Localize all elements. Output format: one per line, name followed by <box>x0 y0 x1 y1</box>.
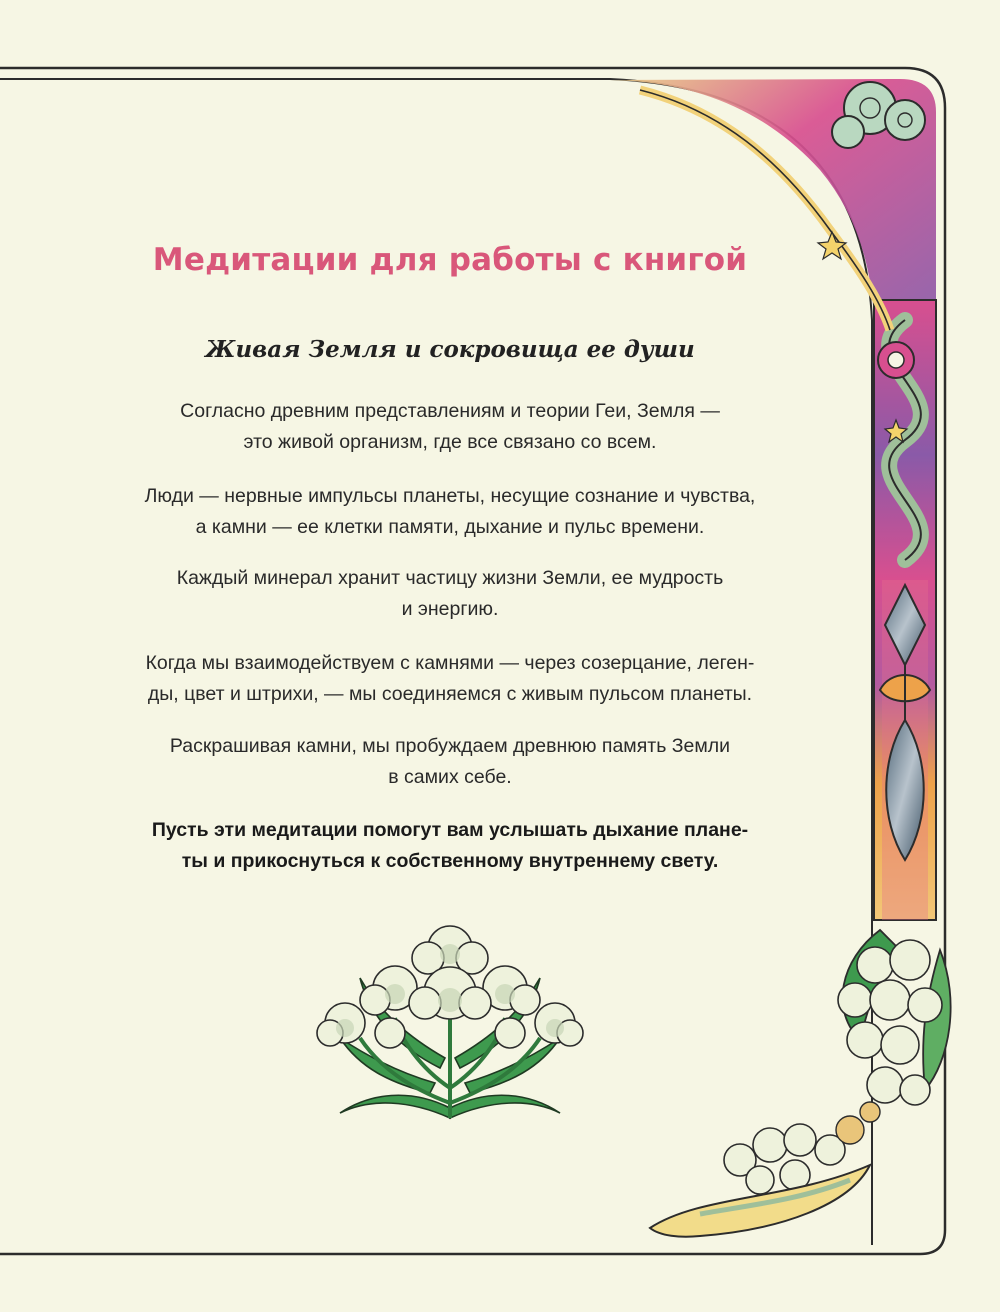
page-title: Медитации для работы с книгой <box>152 242 748 278</box>
white-flower-bouquet <box>300 918 600 1128</box>
paragraph: Раскрашивая камни, мы пробуждаем древнюю память Земли в самих себе. <box>169 735 731 788</box>
paragraph: Люди — нервные импульсы планеты, несущие сознание и чувства, а камни — ее клетки памяти, дыхание и пульс времени. <box>144 485 756 538</box>
paragraph: Согласно древним представлениям и теории Геи, Земля — это живой организм, где все связано со всем. <box>180 400 720 453</box>
page-subtitle: Живая Земля и сокровища ее души <box>205 336 695 363</box>
closing-paragraph: Пусть эти медитации помогут вам услышать дыхание плане- ты и прикоснуться к собственному внутреннему свету. <box>151 819 749 872</box>
paragraph: Каждый минерал хранит частицу жизни Земли, ее мудрость и энергию. <box>176 567 724 620</box>
floral-bouquet-ornament <box>724 940 942 1194</box>
paragraph: Когда мы взаимодействуем с камнями — через созерцание, леген- ды, цвет и штрихи, — мы соединяемся с живым пульсом планеты. <box>145 652 755 705</box>
